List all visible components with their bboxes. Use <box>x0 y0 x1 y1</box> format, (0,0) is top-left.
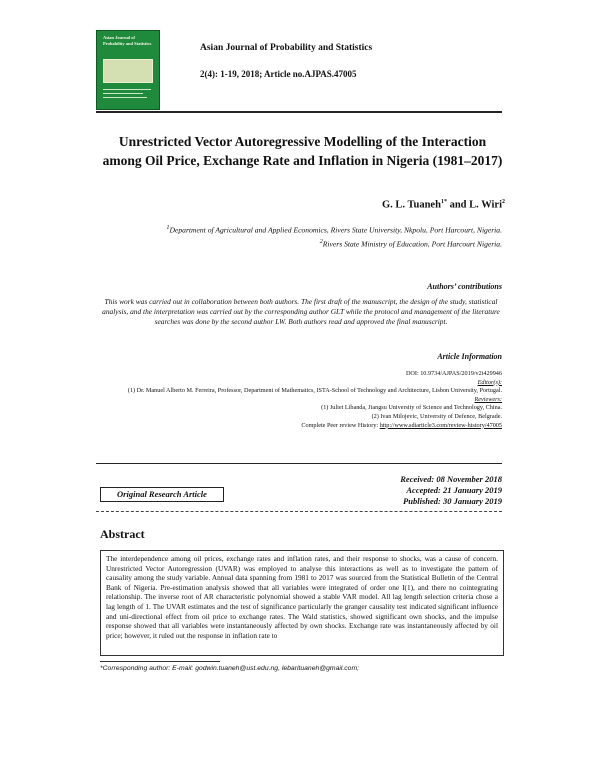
cover-title: Asian Journal of Probability and Statistics <box>103 35 152 46</box>
issue-citation: 2(4): 1-19, 2018; Article no.AJPAS.47005 <box>200 69 357 79</box>
abstract-heading: Abstract <box>100 527 145 541</box>
accepted-date: Accepted: 21 January 2019 <box>406 485 502 495</box>
journal-cover-thumbnail <box>96 30 160 110</box>
abstract-box <box>100 550 504 656</box>
article-info-heading: Article Information <box>437 352 502 361</box>
received-date: Received: 08 November 2018 <box>400 474 502 484</box>
cover-line <box>103 97 147 98</box>
doi: DOI: 10.9734/AJPAS/2019/v2i429946 <box>405 370 502 377</box>
editor-1: (1) Dr. Manuel Alberto M. Ferreira, Professor, Department of Mathematics, ISTA-School of Technology and Architecture, Lisbon University, Portugal. <box>127 387 502 395</box>
published-date: Published: 30 January 2019 <box>403 496 502 506</box>
contributions-heading: Authors’ contributions <box>427 282 502 291</box>
affiliation-2: $^2$Rivers State Ministry of Education, Port Harcourt Nigeria. <box>319 237 502 249</box>
author-1: G. L. Tuaneh <box>381 199 441 211</box>
reviewers-label: Reviewers: <box>474 395 502 403</box>
author-1-sup: 1* <box>440 199 447 205</box>
contributions-text: This work was carried out in collaboration between both authors. The first draft of the manuscript, the design of the study, statistical analysis, and the interpretation was carried out by the corresponding author GLT while the protocol and management of the literature searches was done by the second author LW. Both authors read and approved the final manuscript. <box>102 297 500 327</box>
footnote-rule <box>100 661 220 662</box>
review-history: Complete Peer review History: http://www.sdiarticle3.com/review-history/47005 <box>301 421 502 429</box>
corresponding-author-footnote: *Corresponding author: E-mail: godwin.tuaneh@ust.edu.ng, lebarituaneh@gmail.com; <box>100 665 360 672</box>
section-rule <box>96 511 502 512</box>
author-line <box>300 199 505 211</box>
info-rule <box>96 463 502 464</box>
publication-dates <box>330 474 502 507</box>
cover-image <box>103 59 153 83</box>
cover-line <box>103 93 143 94</box>
review-history-link[interactable]: http://www.sdiarticle3.com/review-history/47005 <box>379 421 502 429</box>
reviewer-1: (1) Juliet Libanda, Jiangsu University of Science and Technology, China. <box>321 404 502 412</box>
abstract-text: The interdependence among oil prices, exchange rates and inflation rates, and their response to shocks, was a cause of concern. Unrestricted Vector Autoregression (UVAR) was employed to analyse this interactions as well as to investigate the pattern of causality among the study variable. Annual data spanning from 1981 to 2017 was sourced from the Statistical Bulletin of the Central Bank of Nigeria. Pre-estimation analysis showed that all variables were integrated of order one I(1), and there no cointegrating relationship. The inverse root of AR characteristic polynomial showed a stable VAR model. All lag length selection criteria chose a lag length of 1. The UVAR estimates and the test of significance particularly the granger causality test indicated significant influence and uni-directional effect from oil price to exchange rates. The Wald statistics, showed significant own shocks, and the impulse response showed that all variables were instantaneously affected by own shocks. Exchange rate was instantaneously affected by oil price; however, it ruled out the response in inflation rate to <box>106 554 498 640</box>
author-separator: and <box>446 199 470 211</box>
author-2-sup: 2 <box>502 199 505 205</box>
journal-name: Asian Journal of Probability and Statistics <box>200 43 373 53</box>
header-rule <box>96 111 502 113</box>
affiliations <box>100 222 502 249</box>
article-info <box>100 370 502 430</box>
editors-label: Editor(s): <box>477 378 502 386</box>
reviewer-2: (2) Ivan Milojevic, University of Defence, Belgrade. <box>371 412 502 420</box>
affiliation-1: $^1$Department of Agricultural and Applied Economics, Rivers State University, Nkpolu, Port Harcourt, Nigeria. <box>166 224 502 235</box>
author-2: L. Wiri <box>469 199 502 211</box>
paper-title: Unrestricted Vector Autoregressive Modelling of the Interaction among Oil Price, Exchange Rate and Inflation in Nigeria (1981–2017) <box>102 134 503 168</box>
cover-line <box>103 89 151 90</box>
article-type-badge: Original Research Article <box>100 487 224 502</box>
